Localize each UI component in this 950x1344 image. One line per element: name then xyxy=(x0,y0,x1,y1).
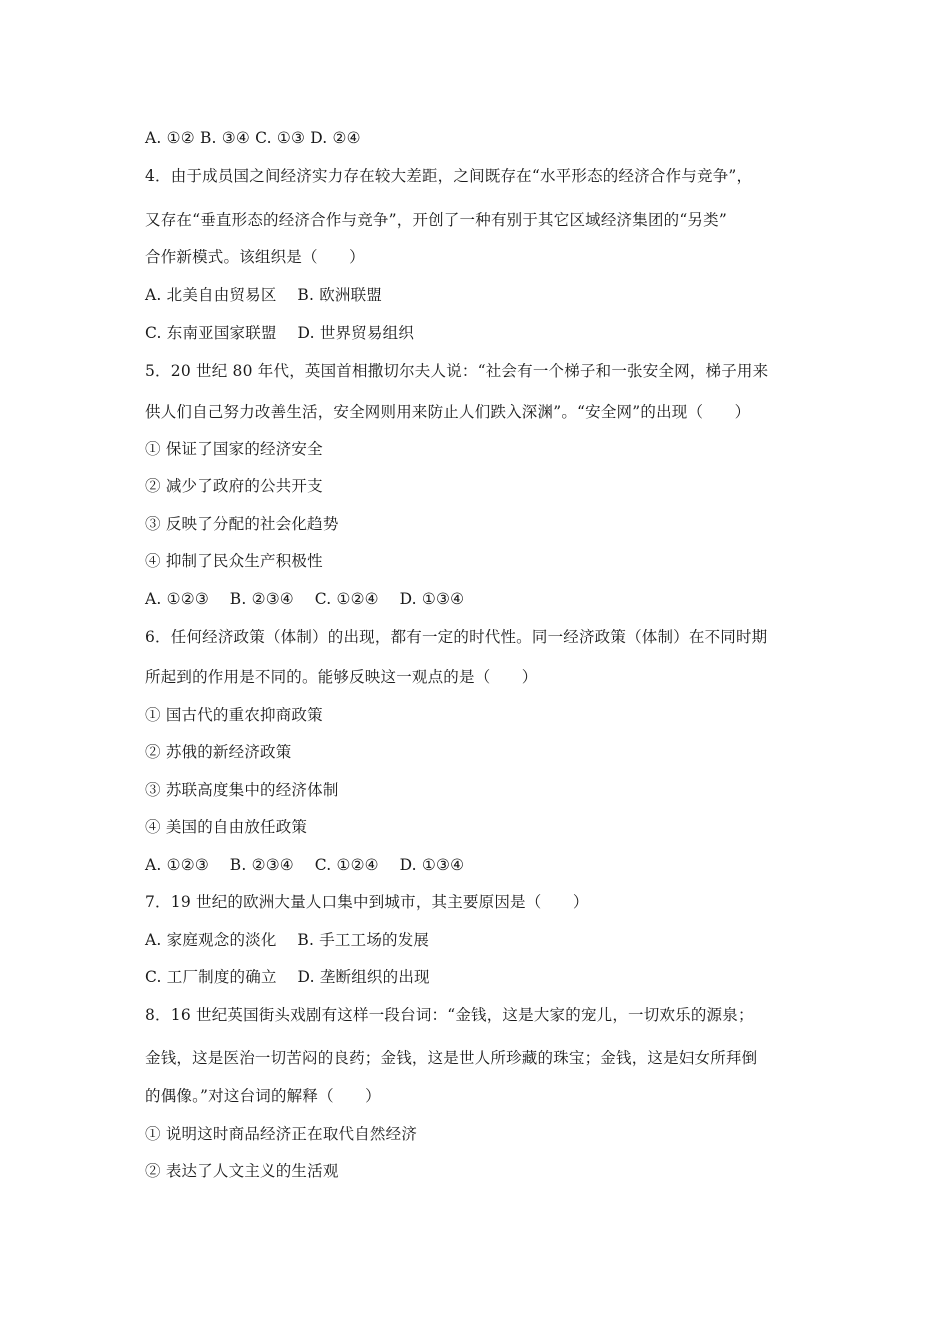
q5-stem-line-1: 5．20 世纪 80 年代，英国首相撒切尔夫人说：“社会有一个梯子和一张安全网，梯子用来 xyxy=(145,362,769,380)
q7-options-ab: A. 家庭观念的淡化 B. 手工工场的发展 xyxy=(145,931,430,949)
q6-item-4: ④ 美国的自由放任政策 xyxy=(145,818,308,836)
q6-stem-line-1: 6．任何经济政策（体制）的出现，都有一定的时代性。同一经济政策（体制）在不同时期 xyxy=(145,628,768,646)
q8-stem-line-3: 的偶像。”对这台词的解释（ ） xyxy=(145,1087,381,1105)
q7-stem: 7．19 世纪的欧洲大量人口集中到城市，其主要原因是（ ） xyxy=(145,893,589,911)
q5-options: A. ①②③ B. ②③④ C. ①②④ D. ①③④ xyxy=(145,590,465,608)
q5-item-2: ② 减少了政府的公共开支 xyxy=(145,477,323,495)
q3-options: A. ①② B. ③④ C. ①③ D. ②④ xyxy=(145,129,361,147)
q6-options: A. ①②③ B. ②③④ C. ①②④ D. ①③④ xyxy=(145,856,465,874)
q6-item-3: ③ 苏联高度集中的经济体制 xyxy=(145,781,339,799)
q5-item-1: ① 保证了国家的经济安全 xyxy=(145,440,323,458)
q6-stem-line-2: 所起到的作用是不同的。能够反映这一观点的是（ ） xyxy=(145,668,538,686)
q4-stem-line-1: 4．由于成员国之间经济实力存在较大差距，之间既存在“水平形态的经济合作与竞争”， xyxy=(145,167,753,185)
q4-stem-line-2: 又存在“垂直形态的经济合作与竞争”，开创了一种有别于其它区域经济集团的“另类” xyxy=(145,211,727,229)
q4-stem-line-3: 合作新模式。该组织是（ ） xyxy=(145,248,365,266)
q5-item-3: ③ 反映了分配的社会化趋势 xyxy=(145,515,339,533)
q4-options-ab: A. 北美自由贸易区 B. 欧洲联盟 xyxy=(145,286,383,304)
q8-stem-line-2: 金钱，这是医治一切苦闷的良药；金钱，这是世人所珍藏的珠宝；金钱，这是妇女所拜倒 xyxy=(145,1049,758,1067)
q8-item-2: ② 表达了人文主义的生活观 xyxy=(145,1162,339,1180)
q8-item-1: ① 说明这时商品经济正在取代自然经济 xyxy=(145,1125,418,1143)
q7-options-cd: C. 工厂制度的确立 D. 垄断组织的出现 xyxy=(145,968,430,986)
q6-item-2: ② 苏俄的新经济政策 xyxy=(145,743,292,761)
q6-item-1: ① 国古代的重农抑商政策 xyxy=(145,706,323,724)
q8-stem-line-1: 8．16 世纪英国街头戏剧有这样一段台词：“金钱，这是大家的宠儿，一切欢乐的源泉； xyxy=(145,1006,754,1024)
q4-options-cd: C. 东南亚国家联盟 D. 世界贸易组织 xyxy=(145,324,415,342)
q5-stem-line-2: 供人们自己努力改善生活，安全网则用来防止人们跌入深渊”。“安全网”的出现（ ） xyxy=(145,403,751,421)
q5-item-4: ④ 抑制了民众生产积极性 xyxy=(145,552,323,570)
